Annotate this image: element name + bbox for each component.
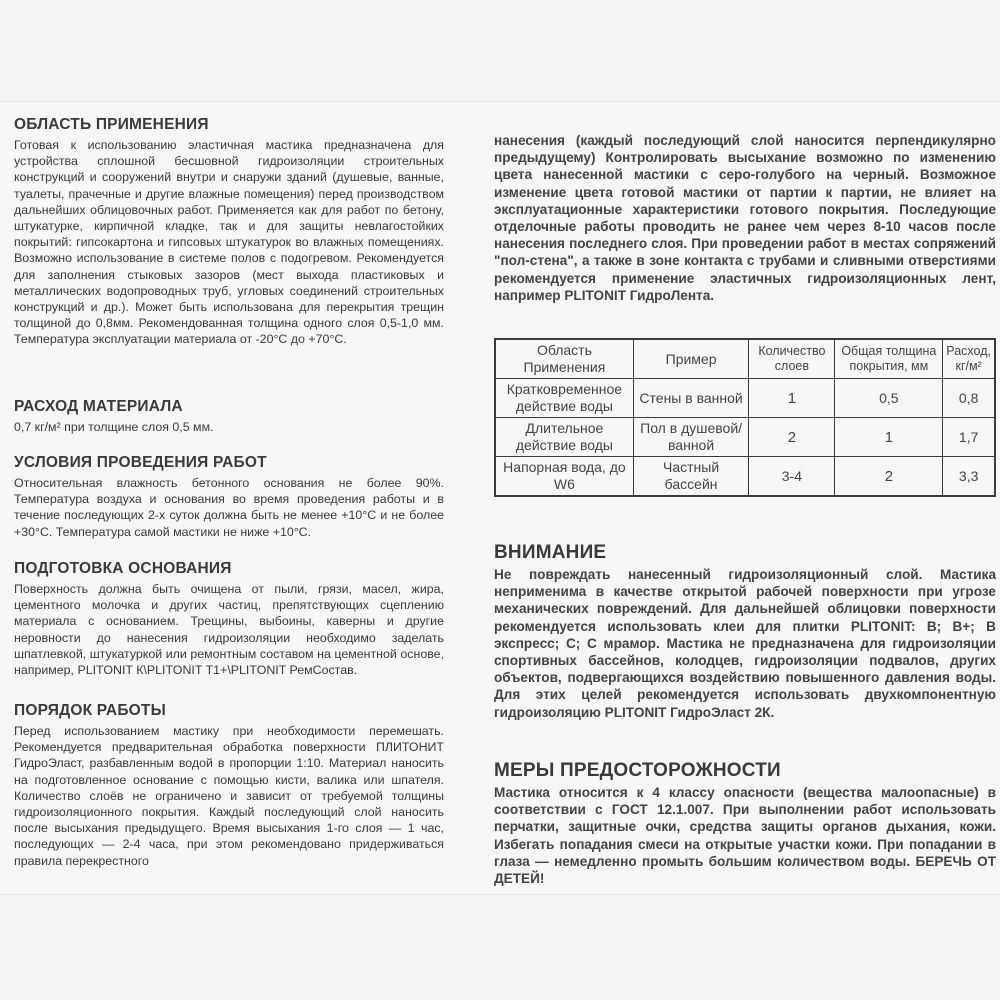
section-application <box>14 116 444 348</box>
table-header: Общая толщина покрытия, мм <box>835 339 943 379</box>
section-text: Мастика относится к 4 классу опасности (вещества малоопасные) в соответствии с ГОСТ 12.1.007. При выполнении работ использовать перчатки, защитные очки, средства защиты органов дыхания, кожи. Избегать попадания смеси на открытые участки кожи. При попадании в глаза — немедленно промыть большим количеством воды. БЕРЕЧЬ ОТ ДЕТЕЙ! <box>494 785 996 887</box>
table-header: Расход, кг/м² <box>943 339 995 379</box>
section-title: РАСХОД МАТЕРИАЛА <box>14 398 183 415</box>
section-title: ПОДГОТОВКА ОСНОВАНИЯ <box>14 560 232 577</box>
table-header: Количество слоев <box>749 339 835 379</box>
table-cell: 2 <box>749 418 835 457</box>
table-cell: Длительное действие воды <box>495 418 633 457</box>
table-cell: Напорная вода, до W6 <box>495 457 633 497</box>
table-cell: 1,7 <box>943 418 995 457</box>
table-cell: Частный бассейн <box>633 457 748 497</box>
section-consumption <box>14 398 444 435</box>
section-text: Не повреждать нанесенный гидроизоляционный слой. Мастика неприменима в качестве открытой рабочей поверхности при угрозе механических повреждений. Для дальнейшей облицовки поверхности рекомендуется использовать клеи для плитки PLITONIT: В; В+; В экспресс; С; С мрамор. Мастика не предназначена для гидроизоляции спортивных бассейнов, колодцев, гидроизоляции подвалов, других объектов, подвергающихся воздействию повышенного давления воды. Для этих целей рекомендуется использовать двухкомпонентную гидроизоляцию PLITONIT ГидроЭласт 2К. <box>494 567 996 720</box>
table-cell: 0,8 <box>943 379 995 418</box>
table-row <box>495 457 995 497</box>
section-text: Перед использованием мастику при необходимости перемешать. Рекомендуется предварительная обработка поверхности ПЛИТОНИТ ГидроЭласт, разбавленным водой в пропорции 1:10. Материал наносить на подготовленное основание с помощью кисти, валика или шпателя. Количество слоёв не ограничено и зависит от требуемой толщины гидроизоляционного покрытия. Каждый последующий слой наносить после высыхания предыдущего. Время высыхания 1-го слоя — 1 час, последующих — 2-4 часа, при этом рекомендовано придерживаться правила перекрестного <box>14 724 444 868</box>
table-cell: 0,5 <box>835 379 943 418</box>
table-header: Область Применения <box>495 339 633 379</box>
table-header-row <box>495 339 995 379</box>
table-row <box>495 418 995 457</box>
section-attention <box>494 542 996 721</box>
section-text: Готовая к использованию эластичная мастика предназначена для устройства сплошной бесшовной гидроизоляции строительных конструкций и сооружений внутри и снаружи зданий (душевые, ванные, туалеты, прачечные и другие влажные помещения) перед производством дальнейших облицовочных работ. Применяется как для работ по бетону, штукатурке, кирпичной кладке, так и для защиты невлагостойких покрытий: гипсокартона и гипсовых штукатурок во влажных помещениях. Возможно использование в системе полов с подогревом. Рекомендуется для заполнения стыковых зазоров (мест выхода пластиковых и металлических водопроводных труб, угловых соединений строительных конструкций и др.). Может быть использована для перекрытия трещин толщиной до 0,8мм. Рекомендованная толщина одного слоя 0,5-1,0 мм. Температура эксплуатации материала от -20°С до +70°С. <box>14 138 444 347</box>
section-title: ОБЛАСТЬ ПРИМЕНЕНИЯ <box>14 116 209 133</box>
section-text: нанесения (каждый последующий слой наносится перпендикулярно предыдущему) Контролировать высыхание возможно по изменению цвета нанесенной мастики с серо-голубого на черный. Возможное изменение цвета готовой мастики от партии к партии, не влияет на эксплуатационные характеристики готового покрытия. Последующие отделочные работы проводить не ранее чем через 8-10 часов после нанесения последнего слоя. При проведении работ в местах сопряжений "пол-стена", а также в зоне контакта с трубами и сливными отверстиями рекомендуется применение эластичных гидроизоляционных лент, например PLITONIT ГидроЛента. <box>494 133 996 303</box>
table-cell: 2 <box>835 457 943 497</box>
table-cell: 3-4 <box>749 457 835 497</box>
table-cell: 1 <box>835 418 943 457</box>
usage-table <box>494 338 996 497</box>
section-conditions <box>14 454 444 540</box>
table-cell: Пол в душевой/ ванной <box>633 418 748 457</box>
table-header: Пример <box>633 339 748 379</box>
table-cell: Стены в ванной <box>633 379 748 418</box>
table-cell: 3,3 <box>943 457 995 497</box>
table-cell: 1 <box>749 379 835 418</box>
section-procedure <box>14 702 444 869</box>
section-text: Относительная влажность бетонного основания не более 90%. Температура воздуха и основания во время проведения работы и в течение последующих 2-х суток должна быть не менее +10°С и не более +30°С. Температура самой мастики не ниже +10°С. <box>14 476 444 539</box>
section-text: Поверхность должна быть очищена от пыли, грязи, масел, жира, цементного молочка и других частиц, препятствующих сцеплению материала с основанием. Трещины, выбоины, каверны и другие неровности до нанесения гидроизоляции необходимо заделать шпатлевкой, штукатуркой или ремонтным составом на цементной основе, например, PLITONIT К\PLITONIT Т1+\PLITONIT РемСостав. <box>14 582 444 678</box>
section-safety <box>494 760 996 887</box>
section-title: УСЛОВИЯ ПРОВЕДЕНИЯ РАБОТ <box>14 454 267 471</box>
section-title: ПОРЯДОК РАБОТЫ <box>14 702 166 719</box>
product-label <box>0 102 1000 894</box>
section-procedure-continued <box>494 132 996 304</box>
section-title: ВНИМАНИЕ <box>494 542 607 563</box>
table-row <box>495 379 995 418</box>
section-text: 0,7 кг/м² при толщине слоя 0,5 мм. <box>14 420 214 434</box>
section-title: МЕРЫ ПРЕДОСТОРОЖНОСТИ <box>494 760 781 781</box>
table-cell: Кратковременное действие воды <box>495 379 633 418</box>
section-preparation <box>14 560 444 678</box>
